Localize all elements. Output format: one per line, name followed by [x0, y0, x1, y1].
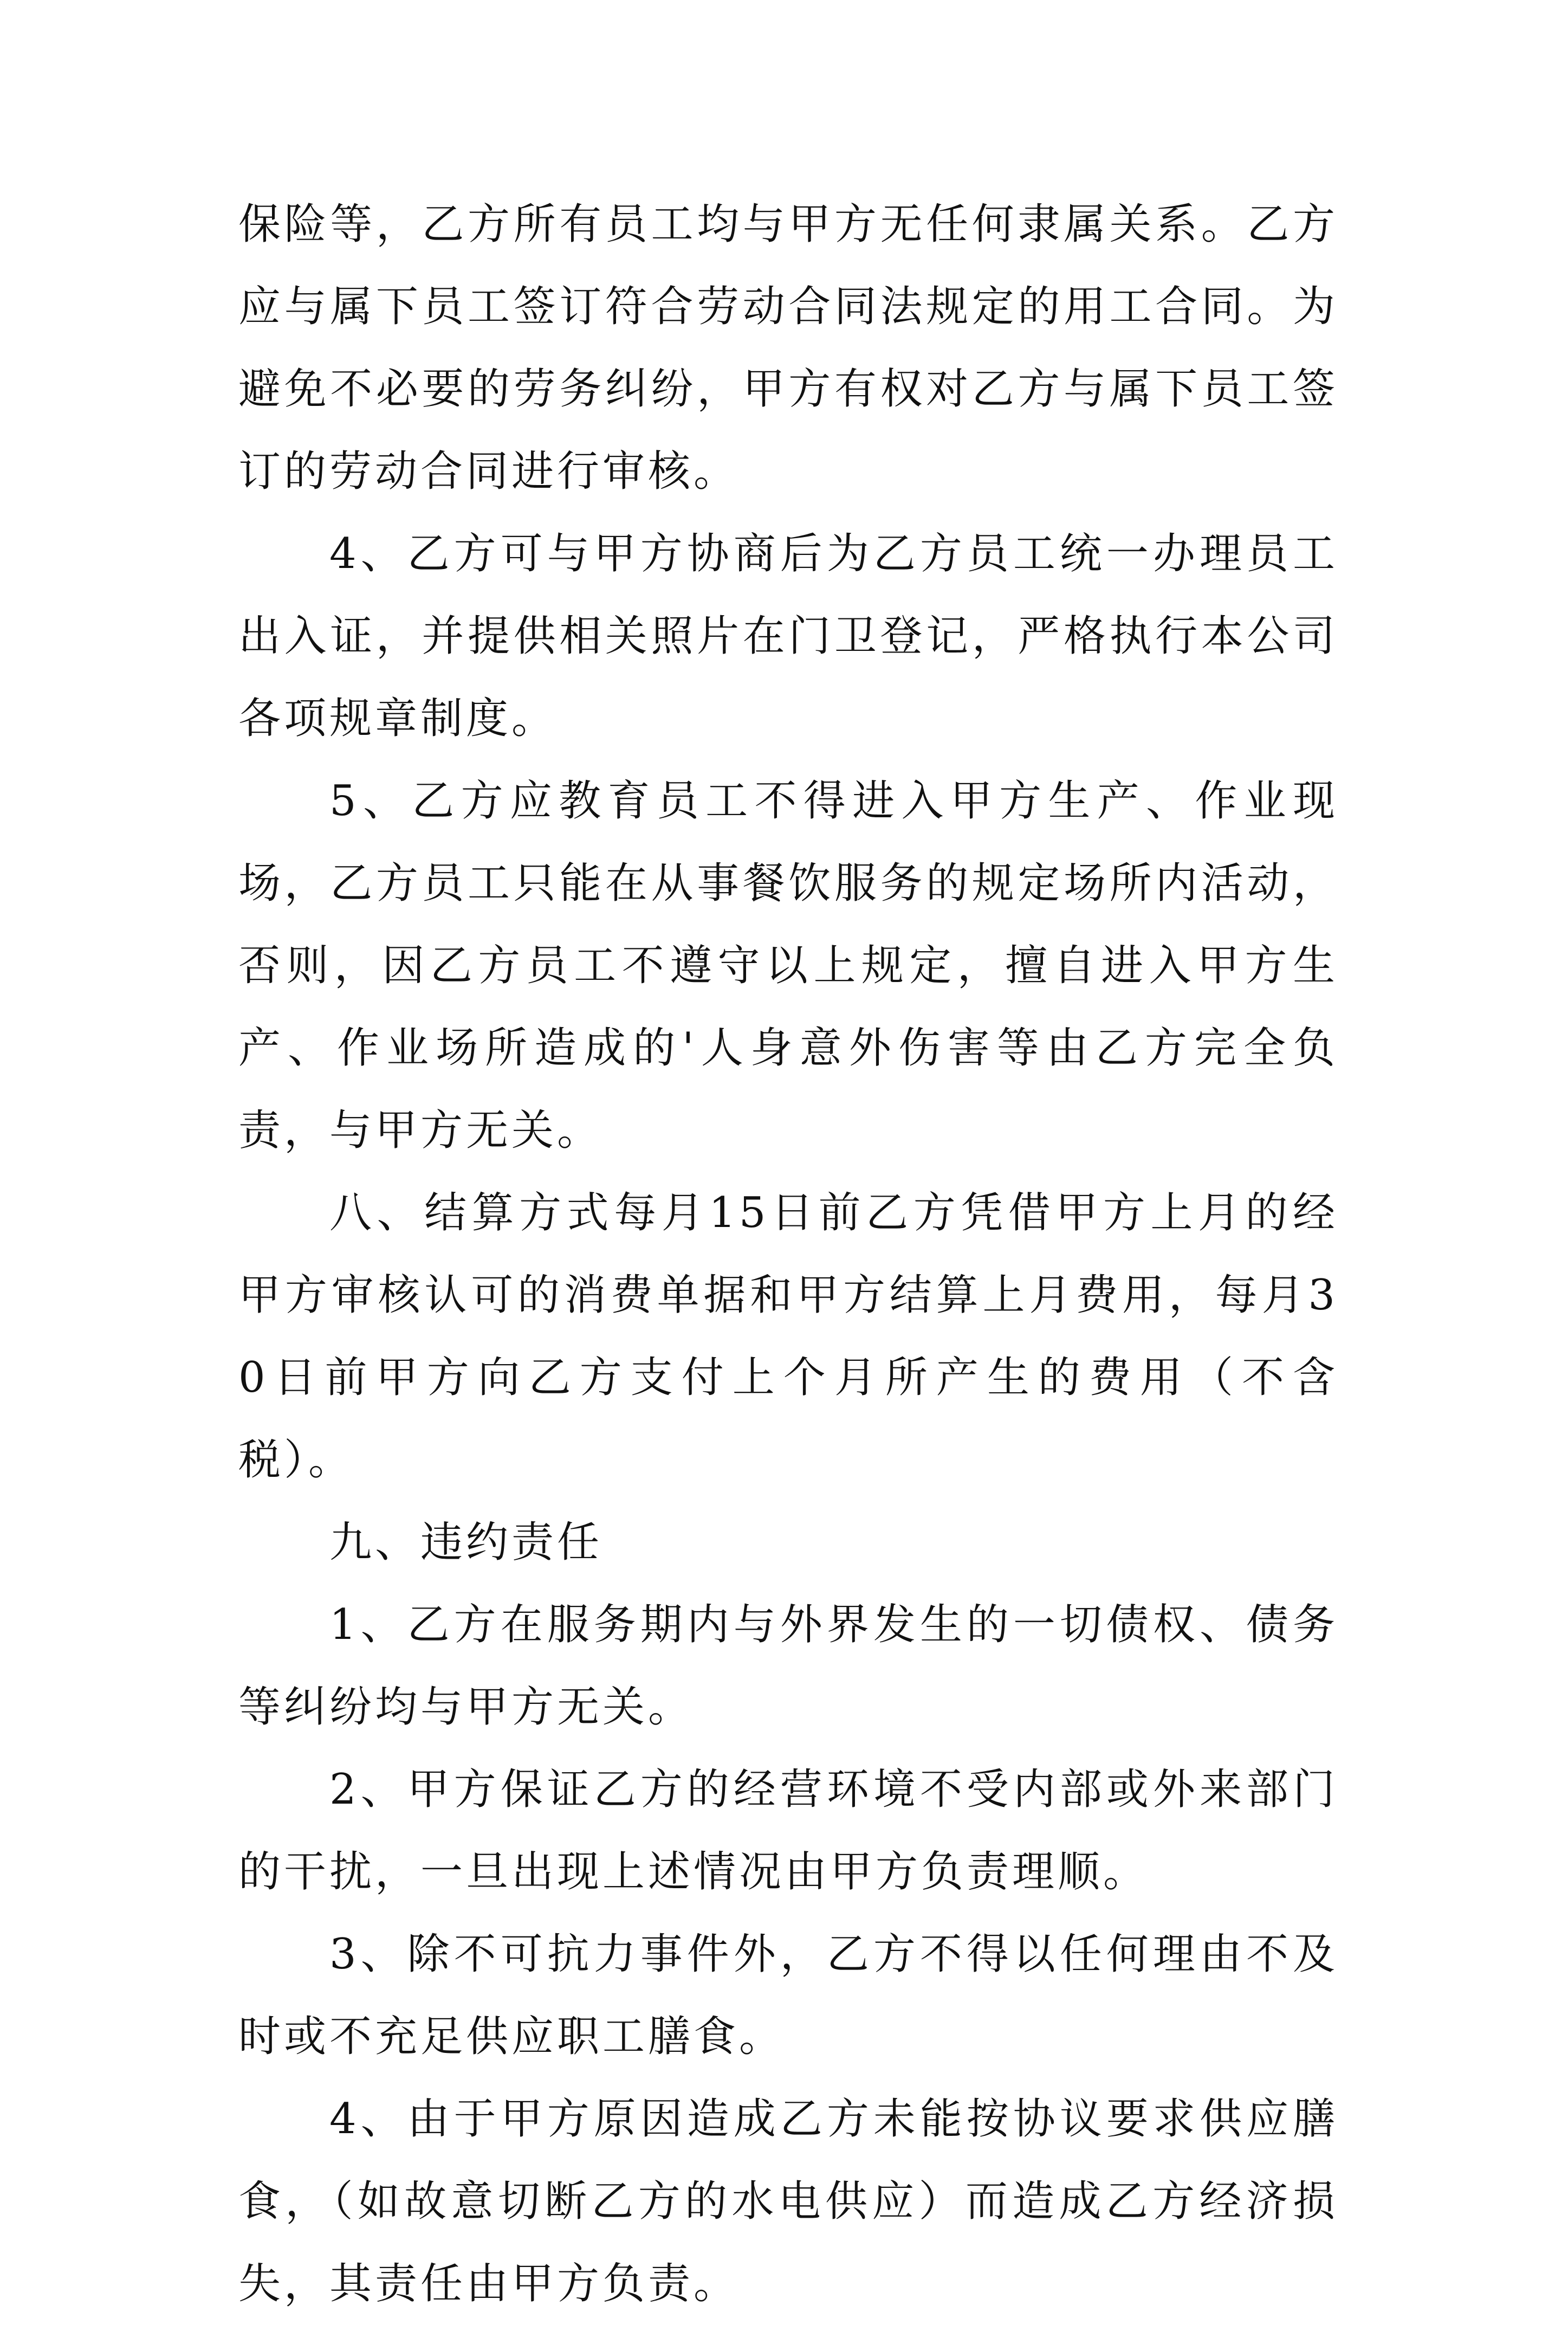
paragraph-liability-3: 3、除不可抗力事件外，乙方不得以任何理由不及时或不充足供应职工膳食。 — [238, 1930, 1338, 2061]
section-heading-9-liability: 九、违约责任 — [329, 1518, 603, 1567]
paragraph-item-4-pass: 4、乙方可与甲方协商后为乙方员工统一办理员工出入证，并提供相关照片在门卫登记，严格执行本公司各项规章制度。 — [238, 529, 1338, 743]
paragraph-liability-2: 2、甲方保证乙方的经营环境不受内部或外来部门的干扰，一旦出现上述情况由甲方负责理顺。 — [238, 1765, 1338, 1896]
paragraph-continuation: 保险等，乙方所有员工均与甲方无任何隶属关系。乙方应与属下员工签订符合劳动合同法规定的用工合同。为避免不必要的劳务纠纷，甲方有权对乙方与属下员工签订的劳动合同进行审核。 — [238, 200, 1338, 496]
paragraph-liability-4: 4、由于甲方原因造成乙方未能按协议要求供应膳食，（如故意切断乙方的水电供应）而造成乙方经济损失，其责任由甲方负责。 — [238, 2095, 1338, 2308]
paragraph-liability-1: 1、乙方在服务期内与外界发生的一切债权、债务等纠纷均与甲方无关。 — [238, 1600, 1338, 1732]
document-body — [238, 183, 1338, 2325]
paragraph-item-5-safety: 5、乙方应教育员工不得进入甲方生产、作业现场，乙方员工只能在从事餐饮服务的规定场所内活动，否则，因乙方员工不遵守以上规定，擅自进入甲方生产、作业场所造成的'人身意外伤害等由乙方完全负责，与甲方无关。 — [238, 777, 1338, 1155]
paragraph-section-8-settlement: 八、结算方式每月15日前乙方凭借甲方上月的经甲方审核认可的消费单据和甲方结算上月费用，每月30日前甲方向乙方支付上个月所产生的费用（不含税）。 — [238, 1189, 1338, 1484]
